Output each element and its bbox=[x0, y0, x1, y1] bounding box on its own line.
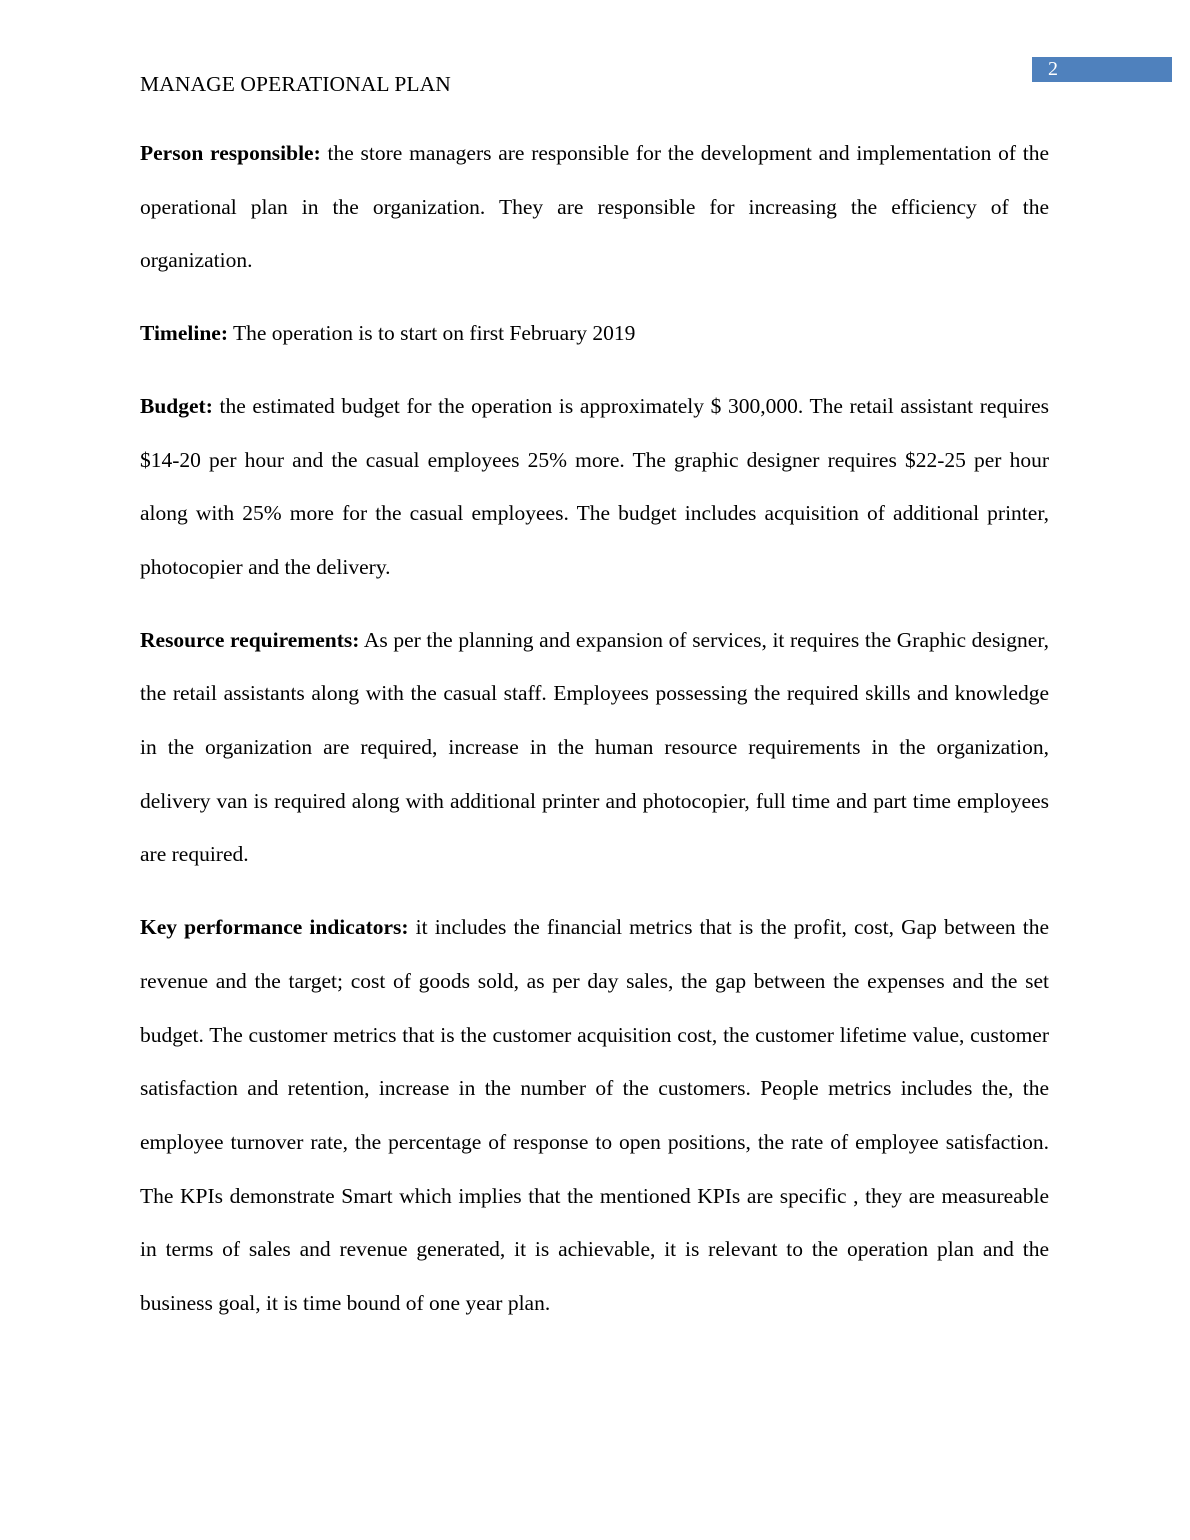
running-head: MANAGE OPERATIONAL PLAN bbox=[140, 72, 451, 96]
page-number-box bbox=[1032, 57, 1172, 82]
paragraph-text: As per the planning and expansion of services, it requires the Graphic designer, the retail assistants along with the casual staff. Employees possessing the required skills and knowledge in the organization are required, increase in the human resource requirements in the organization, delivery van is required along with additional printer and photocopier, full time and part time employees are required. bbox=[140, 627, 1049, 867]
paragraph-timeline bbox=[140, 307, 1049, 361]
document-body bbox=[140, 127, 1049, 1350]
paragraph-text: it includes the financial metrics that is the profit, cost, Gap between the revenue and the target; cost of goods sold, as per day sales, the gap between the expenses and the set budget. The customer metrics that is the customer acquisition cost, the customer lifetime value, customer satisfaction and retention, increase in the number of the customers. People metrics includes the, the employee turnover rate, the percentage of response to open positions, the rate of employee satisfaction. The KPIs demonstrate Smart which implies that the mentioned KPIs are specific , they are measureable in terms of sales and revenue generated, it is achievable, it is relevant to the operation plan and the business goal, it is time bound of one year plan. bbox=[140, 915, 1049, 1316]
page-number: 2 bbox=[1048, 58, 1058, 80]
paragraph-label: Person responsible: bbox=[140, 141, 321, 165]
paragraph-text: the store managers are responsible for the development and implementation of the operational plan in the organization. They are responsible for increasing the efficiency of the organization. bbox=[140, 141, 1050, 273]
paragraph-label: Budget: bbox=[140, 393, 213, 418]
paragraph-text: the estimated budget for the operation is approximately $ 300,000. The retail assistant requires $14-20 per hour and the casual employees 25% more. The graphic designer requires $22-25 per hour along with 25% more for the casual employees. The budget includes acquisition of additional printer, photocopier and the delivery. bbox=[140, 393, 1049, 579]
paragraph-resource-requirements bbox=[140, 614, 1049, 883]
paragraph-budget bbox=[140, 380, 1049, 595]
paragraph-label: Key performance indicators: bbox=[140, 915, 409, 940]
paragraph-key-performance-indicators bbox=[140, 901, 1049, 1331]
paragraph-person-responsible bbox=[140, 127, 1049, 288]
paragraph-label: Timeline: bbox=[140, 321, 228, 346]
paragraph-text: The operation is to start on first February 2019 bbox=[227, 321, 636, 346]
paragraph-label: Resource requirements: bbox=[140, 627, 360, 652]
